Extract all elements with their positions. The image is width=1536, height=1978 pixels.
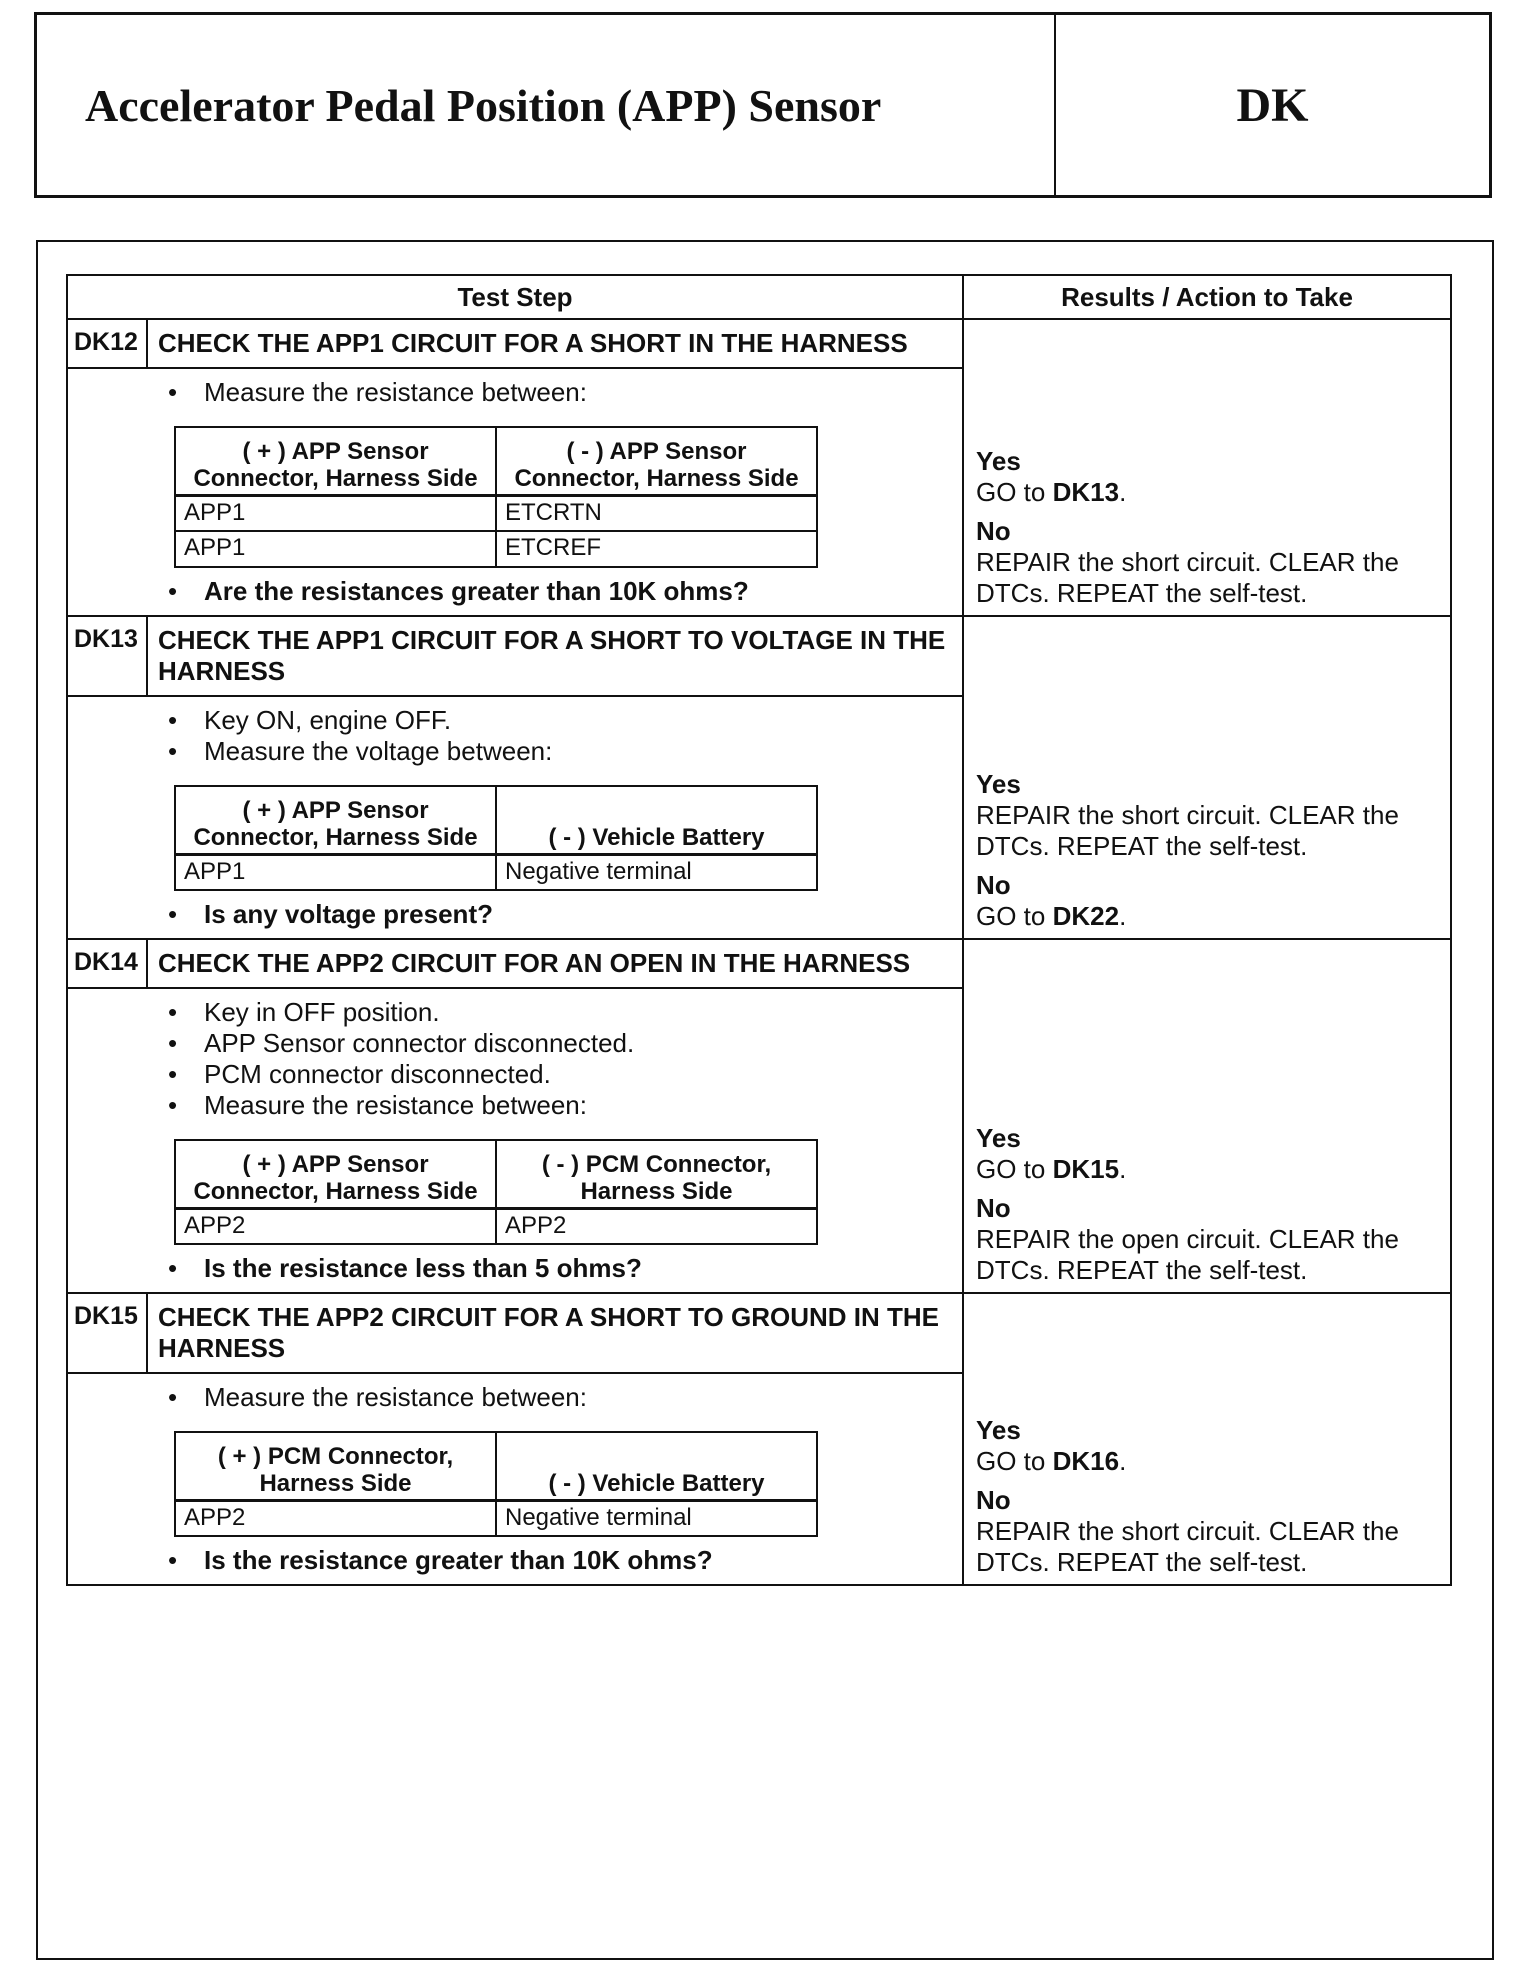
measurement-table	[174, 785, 818, 891]
step-body	[67, 696, 963, 939]
result-no-prefix: GO to	[976, 901, 1046, 931]
section-code: DK	[1236, 78, 1309, 132]
positive-lead-cell: APP2	[175, 1208, 496, 1244]
result-no-suffix: .	[1119, 901, 1127, 931]
result-yes-suffix: .	[1119, 1446, 1127, 1476]
measurement-header-row	[175, 1432, 817, 1500]
result-yes-prefix: GO to	[976, 477, 1046, 507]
result-yes-text: REPAIR the short circuit. CLEAR the DTCs. REPEAT the self-test.	[976, 800, 1399, 861]
measurement-row	[175, 1208, 817, 1244]
result-yes-label: Yes	[976, 446, 1021, 476]
result-no	[976, 516, 1440, 609]
result-yes-prefix: GO to	[976, 1446, 1046, 1476]
negative-lead-header: ( - ) APP Sensor Connector, Harness Side	[496, 427, 817, 495]
result-yes-text	[976, 1446, 1440, 1477]
measurement-row	[175, 854, 817, 890]
measurement-row	[175, 1500, 817, 1536]
page-header	[34, 12, 1492, 198]
step-results	[963, 319, 1451, 616]
result-yes-prefix: GO to	[976, 1154, 1046, 1184]
step-code: DK13	[67, 616, 147, 696]
step-question: • Is the resistance greater than 10K ohms?	[168, 1545, 952, 1576]
step-instructions	[168, 377, 952, 408]
result-yes-ref: DK13	[1052, 477, 1120, 507]
negative-lead-cell: ETCREF	[496, 531, 817, 567]
measurement-table	[174, 1431, 818, 1537]
result-no	[976, 870, 1440, 932]
step-title: CHECK THE APP2 CIRCUIT FOR A SHORT TO GROUND IN THE HARNESS	[147, 1293, 963, 1373]
measurement-header-row	[175, 786, 817, 854]
result-no-text	[976, 901, 1440, 932]
negative-lead-cell: ETCRTN	[496, 495, 817, 531]
result-no-label: No	[976, 516, 1011, 546]
negative-lead-cell: Negative terminal	[496, 1500, 817, 1536]
step-code: DK15	[67, 1293, 147, 1373]
result-no-text: REPAIR the open circuit. CLEAR the DTCs. REPEAT the self-test.	[976, 1224, 1399, 1285]
result-no-label: No	[976, 870, 1011, 900]
step-instructions	[168, 997, 952, 1121]
negative-lead-cell: Negative terminal	[496, 854, 817, 890]
step-results	[963, 616, 1451, 939]
instruction-item: • Measure the resistance between:	[168, 1090, 952, 1121]
step-code: DK14	[67, 939, 147, 988]
instruction-item: • APP Sensor connector disconnected.	[168, 1028, 952, 1059]
instruction-item: • Key in OFF position.	[168, 997, 952, 1028]
step-question: • Is any voltage present?	[168, 899, 952, 930]
positive-lead-header: ( + ) APP Sensor Connector, Harness Side	[175, 786, 496, 854]
positive-lead-cell: APP1	[175, 531, 496, 567]
positive-lead-cell: APP1	[175, 854, 496, 890]
step-code: DK12	[67, 319, 147, 368]
step-title-row	[67, 939, 1451, 988]
instruction-item: • Key ON, engine OFF.	[168, 705, 952, 736]
instruction-item: • PCM connector disconnected.	[168, 1059, 952, 1090]
positive-lead-header: ( + ) APP Sensor Connector, Harness Side	[175, 427, 496, 495]
step-title: CHECK THE APP1 CIRCUIT FOR A SHORT IN THE HARNESS	[147, 319, 963, 368]
step-body	[67, 988, 963, 1293]
result-yes-ref: DK16	[1052, 1446, 1120, 1476]
step-title: CHECK THE APP1 CIRCUIT FOR A SHORT TO VOLTAGE IN THE HARNESS	[147, 616, 963, 696]
diagnostic-table	[66, 274, 1452, 1586]
positive-lead-cell: APP1	[175, 495, 496, 531]
negative-lead-header: ( - ) Vehicle Battery	[496, 1432, 817, 1500]
step-title-row	[67, 1293, 1451, 1373]
result-no-label: No	[976, 1485, 1011, 1515]
result-yes-suffix: .	[1119, 1154, 1127, 1184]
result-yes-label: Yes	[976, 1415, 1021, 1445]
measurement-header-row	[175, 1140, 817, 1208]
result-yes	[976, 1415, 1440, 1477]
positive-lead-cell: APP2	[175, 1500, 496, 1536]
test-step-header: Test Step	[67, 275, 963, 319]
result-no	[976, 1193, 1440, 1286]
positive-lead-header: ( + ) PCM Connector, Harness Side	[175, 1432, 496, 1500]
page-title: Accelerator Pedal Position (APP) Sensor	[37, 15, 1056, 195]
instruction-item: • Measure the resistance between:	[168, 377, 952, 408]
step-title-row	[67, 319, 1451, 368]
step-question: • Are the resistances greater than 10K ohms?	[168, 576, 952, 607]
table-header-row	[67, 275, 1451, 319]
negative-lead-header: ( - ) Vehicle Battery	[496, 786, 817, 854]
result-no-label: No	[976, 1193, 1011, 1223]
step-title: CHECK THE APP2 CIRCUIT FOR AN OPEN IN THE HARNESS	[147, 939, 963, 988]
result-yes-text	[976, 477, 1440, 508]
step-instructions	[168, 705, 952, 767]
measurement-row	[175, 531, 817, 567]
instruction-item: • Measure the voltage between:	[168, 736, 952, 767]
result-yes	[976, 1123, 1440, 1185]
result-no	[976, 1485, 1440, 1578]
negative-lead-header: ( - ) PCM Connector, Harness Side	[496, 1140, 817, 1208]
step-body	[67, 1373, 963, 1585]
instruction-item: • Measure the resistance between:	[168, 1382, 952, 1413]
positive-lead-header: ( + ) APP Sensor Connector, Harness Side	[175, 1140, 496, 1208]
step-instructions	[168, 1382, 952, 1413]
result-yes-label: Yes	[976, 769, 1021, 799]
step-body	[67, 368, 963, 616]
result-yes-suffix: .	[1119, 477, 1127, 507]
result-yes	[976, 769, 1440, 862]
step-question: • Is the resistance less than 5 ohms?	[168, 1253, 952, 1284]
step-results	[963, 939, 1451, 1293]
result-no-ref: DK22	[1052, 901, 1120, 931]
measurement-header-row	[175, 427, 817, 495]
result-yes-label: Yes	[976, 1123, 1021, 1153]
measurement-row	[175, 495, 817, 531]
measurement-table	[174, 1139, 818, 1245]
result-no-text: REPAIR the short circuit. CLEAR the DTCs. REPEAT the self-test.	[976, 547, 1399, 608]
negative-lead-cell: APP2	[496, 1208, 817, 1244]
steps-body	[67, 319, 1451, 1585]
result-yes-text	[976, 1154, 1440, 1185]
results-header: Results / Action to Take	[963, 275, 1451, 319]
result-yes	[976, 446, 1440, 508]
measurement-table	[174, 426, 818, 568]
result-no-text: REPAIR the short circuit. CLEAR the DTCs. REPEAT the self-test.	[976, 1516, 1399, 1577]
step-title-row	[67, 616, 1451, 696]
result-yes-ref: DK15	[1052, 1154, 1120, 1184]
step-results	[963, 1293, 1451, 1585]
